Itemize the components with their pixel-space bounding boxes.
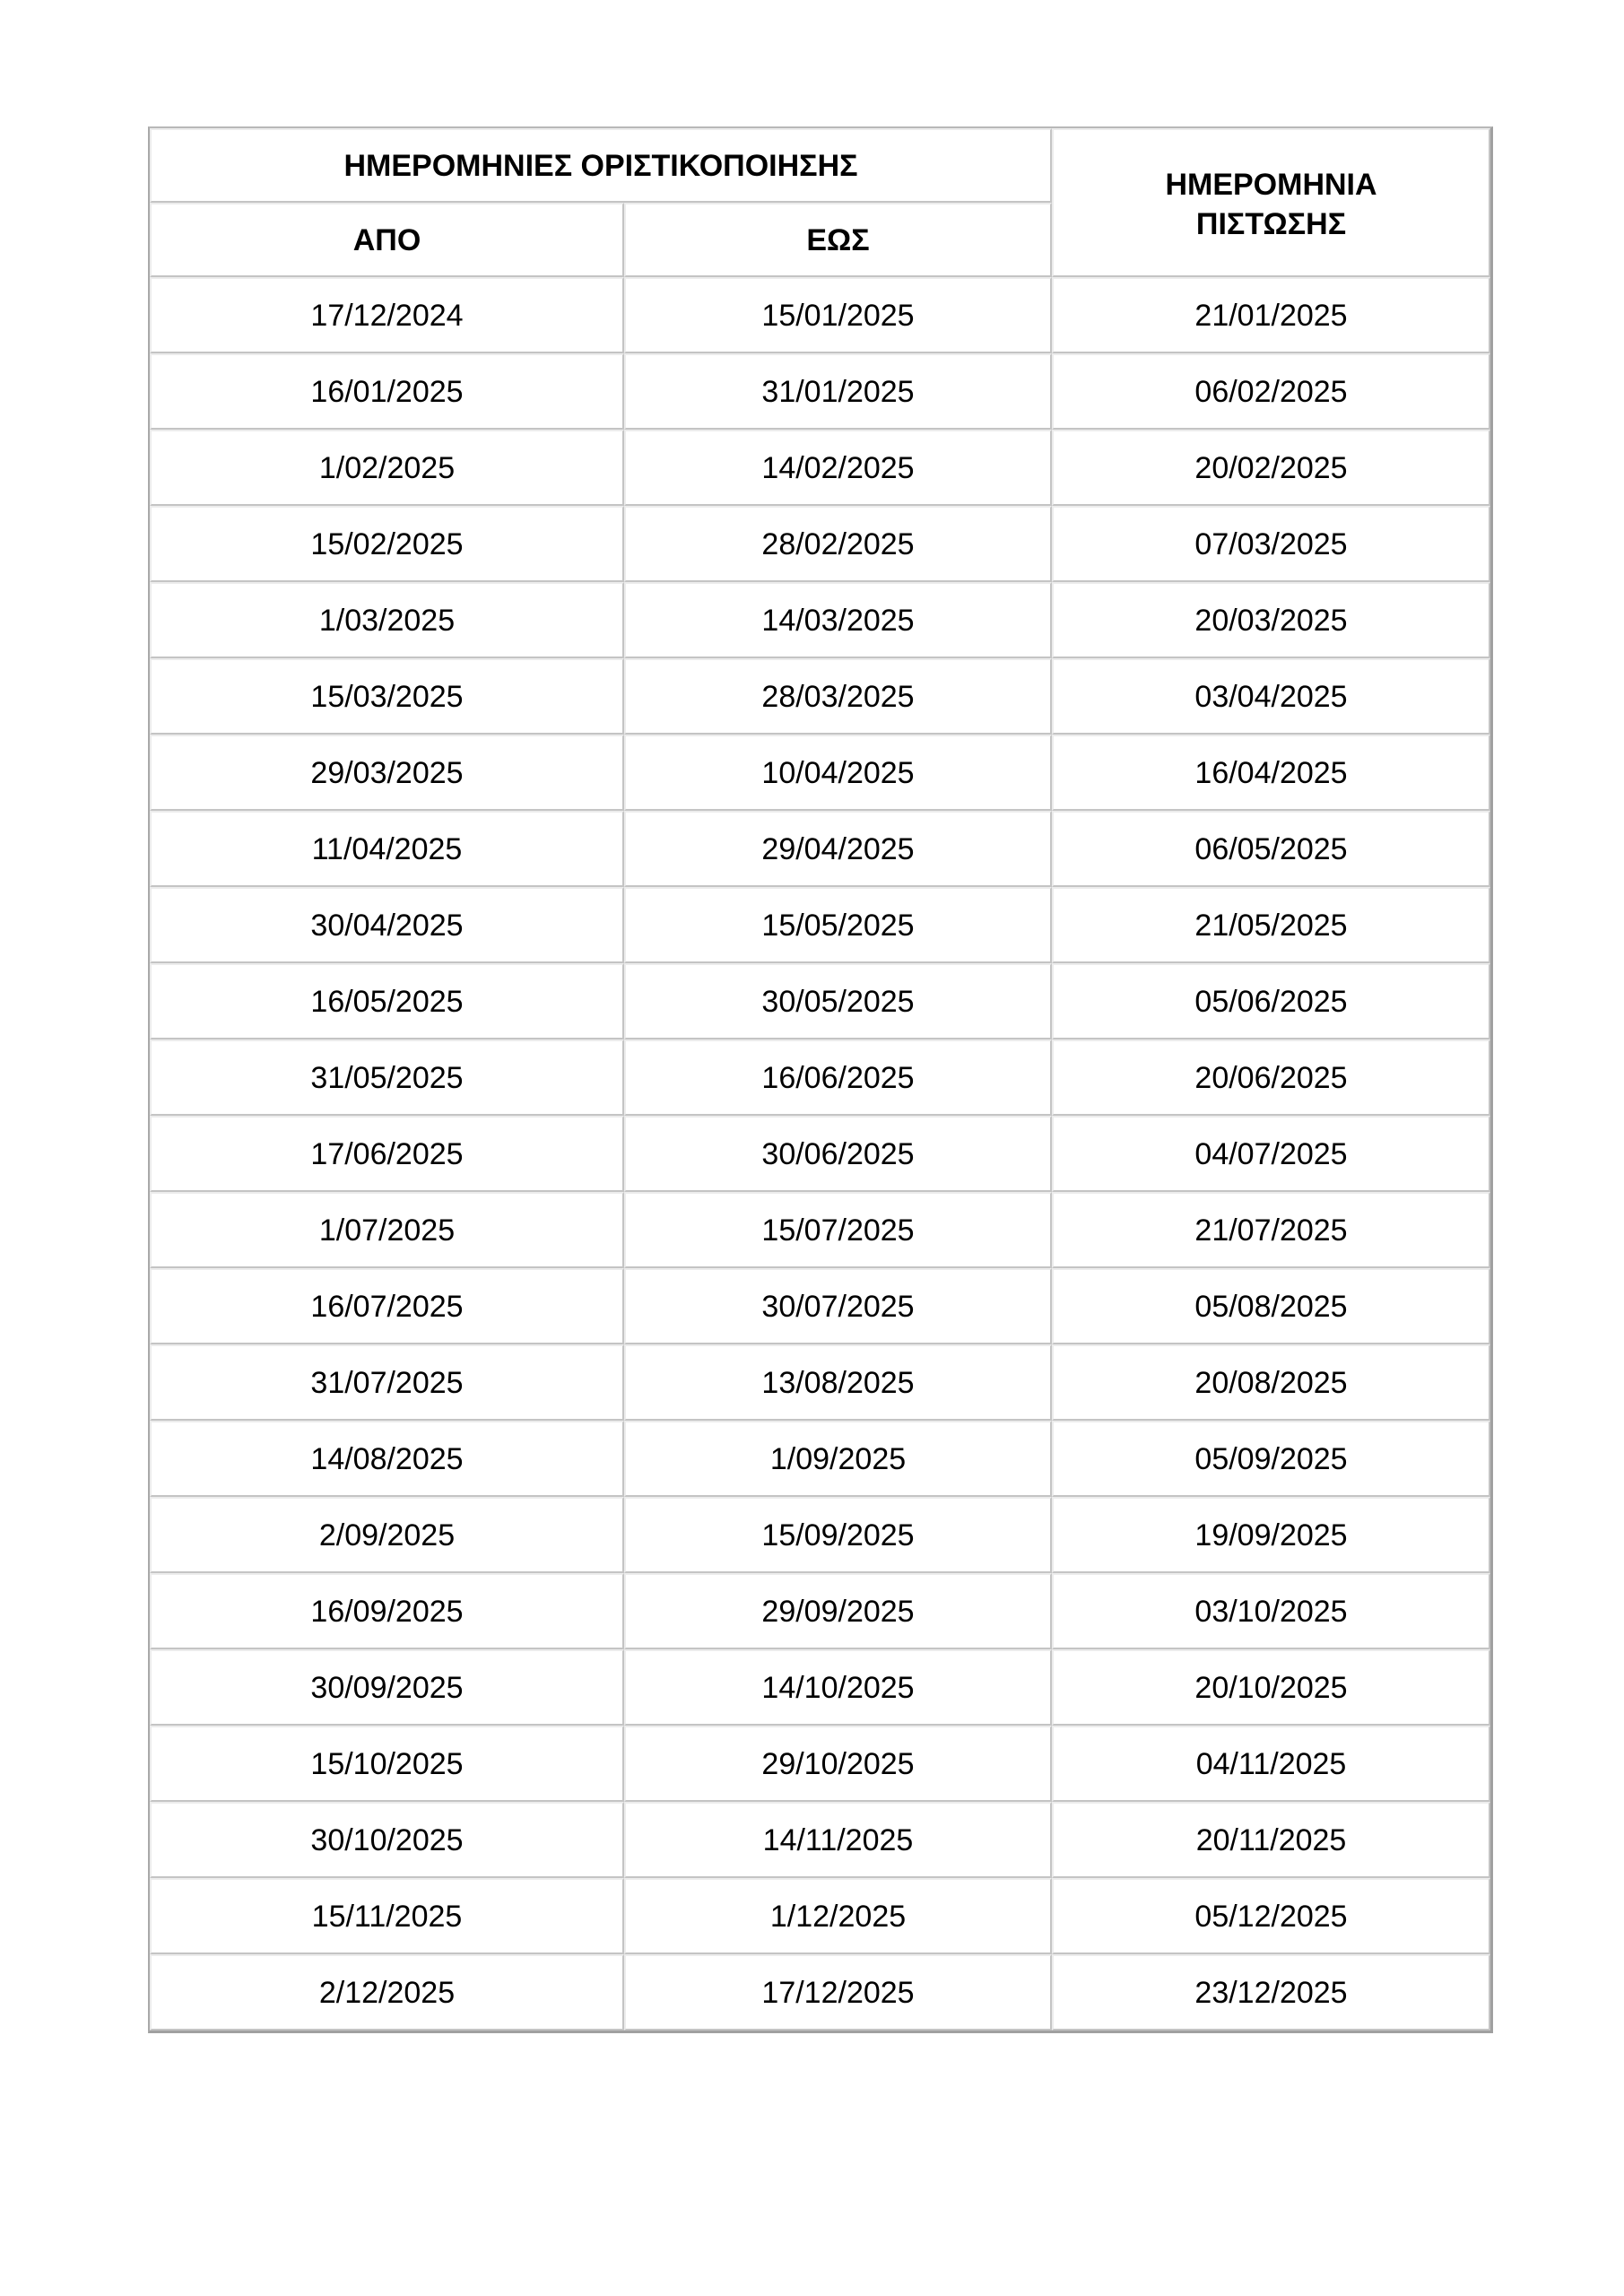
to-date-cell: 16/06/2025 <box>624 1039 1052 1116</box>
table-row <box>150 1268 1490 1344</box>
to-date-cell: 30/05/2025 <box>624 963 1052 1039</box>
to-column-header: ΕΩΣ <box>624 203 1052 277</box>
table-row <box>150 1344 1490 1421</box>
credit-date-cell: 05/08/2025 <box>1052 1268 1490 1344</box>
table-row <box>150 1497 1490 1573</box>
from-column-header: ΑΠΟ <box>150 203 624 277</box>
credit-date-cell: 21/07/2025 <box>1052 1192 1490 1268</box>
credit-date-cell: 20/10/2025 <box>1052 1649 1490 1726</box>
table-row <box>150 353 1490 430</box>
credit-date-cell: 21/05/2025 <box>1052 887 1490 963</box>
to-date-cell: 15/07/2025 <box>624 1192 1052 1268</box>
from-date-cell: 30/09/2025 <box>150 1649 624 1726</box>
credit-date-cell: 20/02/2025 <box>1052 430 1490 506</box>
table-row <box>150 1726 1490 1802</box>
from-date-cell: 1/03/2025 <box>150 582 624 658</box>
from-date-cell: 16/05/2025 <box>150 963 624 1039</box>
to-date-cell: 14/02/2025 <box>624 430 1052 506</box>
from-date-cell: 2/12/2025 <box>150 1954 624 2031</box>
credit-date-cell: 20/06/2025 <box>1052 1039 1490 1116</box>
table-row <box>150 1116 1490 1192</box>
finalization-dates-table <box>148 126 1493 2033</box>
table-row <box>150 1649 1490 1726</box>
to-date-cell: 29/09/2025 <box>624 1573 1052 1649</box>
from-date-cell: 15/02/2025 <box>150 506 624 582</box>
table-row <box>150 1192 1490 1268</box>
to-date-cell: 28/02/2025 <box>624 506 1052 582</box>
to-date-cell: 28/03/2025 <box>624 658 1052 735</box>
to-date-cell: 29/04/2025 <box>624 811 1052 887</box>
from-date-cell: 30/10/2025 <box>150 1802 624 1878</box>
from-date-cell: 14/08/2025 <box>150 1421 624 1497</box>
document-page <box>148 126 1489 2033</box>
from-date-cell: 16/09/2025 <box>150 1573 624 1649</box>
credit-date-cell: 05/12/2025 <box>1052 1878 1490 1954</box>
to-date-cell: 14/03/2025 <box>624 582 1052 658</box>
from-date-cell: 17/06/2025 <box>150 1116 624 1192</box>
table-row <box>150 1802 1490 1878</box>
from-date-cell: 17/12/2024 <box>150 277 624 353</box>
table-body <box>150 277 1490 2031</box>
from-date-cell: 31/05/2025 <box>150 1039 624 1116</box>
to-date-cell: 10/04/2025 <box>624 735 1052 811</box>
to-date-cell: 15/01/2025 <box>624 277 1052 353</box>
credit-date-cell: 16/04/2025 <box>1052 735 1490 811</box>
to-date-cell: 14/11/2025 <box>624 1802 1052 1878</box>
from-date-cell: 29/03/2025 <box>150 735 624 811</box>
to-date-cell: 30/07/2025 <box>624 1268 1052 1344</box>
table-row <box>150 277 1490 353</box>
credit-date-cell: 06/02/2025 <box>1052 353 1490 430</box>
credit-date-cell: 20/08/2025 <box>1052 1344 1490 1421</box>
to-date-cell: 29/10/2025 <box>624 1726 1052 1802</box>
to-date-cell: 1/12/2025 <box>624 1878 1052 1954</box>
credit-date-cell: 05/09/2025 <box>1052 1421 1490 1497</box>
to-date-cell: 13/08/2025 <box>624 1344 1052 1421</box>
credit-date-cell: 03/04/2025 <box>1052 658 1490 735</box>
credit-date-cell: 04/07/2025 <box>1052 1116 1490 1192</box>
to-date-cell: 1/09/2025 <box>624 1421 1052 1497</box>
table-row <box>150 1878 1490 1954</box>
to-date-cell: 31/01/2025 <box>624 353 1052 430</box>
table-row <box>150 1421 1490 1497</box>
credit-date-cell: 20/11/2025 <box>1052 1802 1490 1878</box>
to-date-cell: 30/06/2025 <box>624 1116 1052 1192</box>
credit-date-cell: 20/03/2025 <box>1052 582 1490 658</box>
from-date-cell: 2/09/2025 <box>150 1497 624 1573</box>
table-row <box>150 1039 1490 1116</box>
to-date-cell: 15/09/2025 <box>624 1497 1052 1573</box>
table-row <box>150 735 1490 811</box>
table-row <box>150 658 1490 735</box>
table-row <box>150 963 1490 1039</box>
credit-date-cell: 07/03/2025 <box>1052 506 1490 582</box>
credit-date-cell: 21/01/2025 <box>1052 277 1490 353</box>
credit-date-header-line2: ΠΙΣΤΩΣΗΣ <box>1195 207 1347 241</box>
table-row <box>150 887 1490 963</box>
table-row <box>150 582 1490 658</box>
table-row <box>150 430 1490 506</box>
to-date-cell: 17/12/2025 <box>624 1954 1052 2031</box>
table-row <box>150 506 1490 582</box>
from-date-cell: 15/10/2025 <box>150 1726 624 1802</box>
to-date-cell: 14/10/2025 <box>624 1649 1052 1726</box>
header-row-group <box>150 128 1490 203</box>
from-date-cell: 15/03/2025 <box>150 658 624 735</box>
to-date-cell: 15/05/2025 <box>624 887 1052 963</box>
credit-date-cell: 03/10/2025 <box>1052 1573 1490 1649</box>
from-date-cell: 30/04/2025 <box>150 887 624 963</box>
from-date-cell: 15/11/2025 <box>150 1878 624 1954</box>
finalization-dates-header: ΗΜΕΡΟΜΗΝΙΕΣ ΟΡΙΣΤΙΚΟΠΟΙΗΣΗΣ <box>150 128 1052 203</box>
from-date-cell: 16/01/2025 <box>150 353 624 430</box>
credit-date-cell: 19/09/2025 <box>1052 1497 1490 1573</box>
credit-date-cell: 06/05/2025 <box>1052 811 1490 887</box>
credit-date-cell: 23/12/2025 <box>1052 1954 1490 2031</box>
from-date-cell: 1/07/2025 <box>150 1192 624 1268</box>
table-row <box>150 1573 1490 1649</box>
credit-date-cell: 04/11/2025 <box>1052 1726 1490 1802</box>
credit-date-header-line1: ΗΜΕΡΟΜΗΝΙΑ <box>1165 168 1377 202</box>
table-row <box>150 1954 1490 2031</box>
from-date-cell: 16/07/2025 <box>150 1268 624 1344</box>
from-date-cell: 1/02/2025 <box>150 430 624 506</box>
table-row <box>150 811 1490 887</box>
credit-date-header <box>1052 128 1490 277</box>
from-date-cell: 11/04/2025 <box>150 811 624 887</box>
from-date-cell: 31/07/2025 <box>150 1344 624 1421</box>
credit-date-cell: 05/06/2025 <box>1052 963 1490 1039</box>
